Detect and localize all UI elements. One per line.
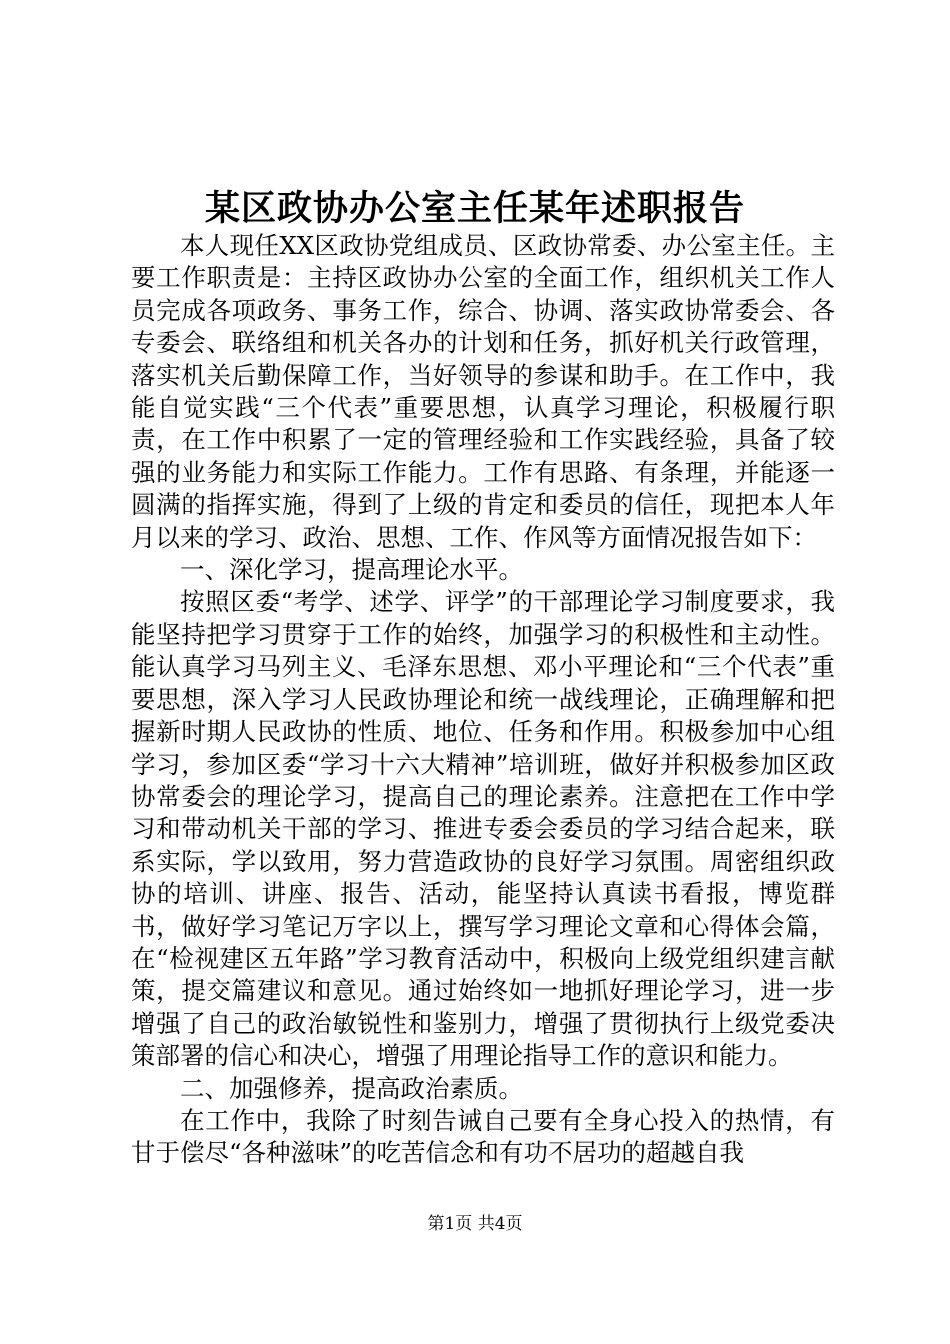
document-body: [131, 230, 835, 1170]
page-number-footer: 第1页 共4页: [427, 1214, 523, 1234]
document-title: 某区政协办公室主任某年述职报告: [204, 188, 745, 229]
paragraph-intro: 本人现任XX区政协党组成员、区政协常委、办公室主任。主要工作职责是：主持区政协办公室的全面工作，组织机关工作人员完成各项政务、事务工作，综合、协调、落实政协常委会、各专委会、联络组和机关各办的计划和任务，抓好机关行政管理，落实机关后勤保障工作，当好领导的参谋和助手。在工作中，我能自觉实践“三个代表”重要思想，认真学习理论，积极履行职责，在工作中积累了一定的管理经验和工作实践经验，具备了较强的业务能力和实际工作能力。工作有思路、有条理，并能逐一圆满的指挥实施，得到了上级的肯定和委员的信任，现把本人年月以来的学习、政治、思想、工作、作风等方面情况报告如下：: [131, 231, 835, 552]
section-heading-2: 二、加强修养，提高政治素质。: [180, 1073, 523, 1103]
paragraph-study: 按照区委“考学、述学、评学”的干部理论学习制度要求，我能坚持把学习贯穿于工作的始终，加强学习的积极性和主动性。能认真学习马列主义、毛泽东思想、邓小平理论和“三个代表”重要思想，深入学习人民政协理论和统一战线理论，正确理解和把握新时期人民政协的性质、地位、任务和作用。积极参加中心组学习，参加区委“学习十六大精神”培训班，做好并积极参加区政协常委会的理论学习，提高自己的理论素养。注意把在工作中学习和带动机关干部的学习、推进专委会委员的学习结合起来，联系实际，学以致用，努力营造政协的良好学习氛围。周密组织政协的培训、讲座、报告、活动，能坚持认真读书看报，博览群书，做好学习笔记万字以上，撰写学习理论文章和心得体会篇，在“检视建区五年路”学习教育活动中，积极向上级党组织建言献策，提交篇建议和意见。通过始终如一地抓好理论学习，进一步增强了自己的政治敏锐性和鉴别力，增强了贯彻执行上级党委决策部署的信心和决心，增强了用理论指导工作的意识和能力。: [131, 587, 835, 1071]
paragraph-cultivation: 在工作中，我除了时刻告诫自己要有全身心投入的热情，有甘于偿尽“各种滋味”的吃苦信念和有功不居功的超越自我: [131, 1105, 835, 1168]
section-heading-1: 一、深化学习，提高理论水平。: [180, 555, 523, 585]
